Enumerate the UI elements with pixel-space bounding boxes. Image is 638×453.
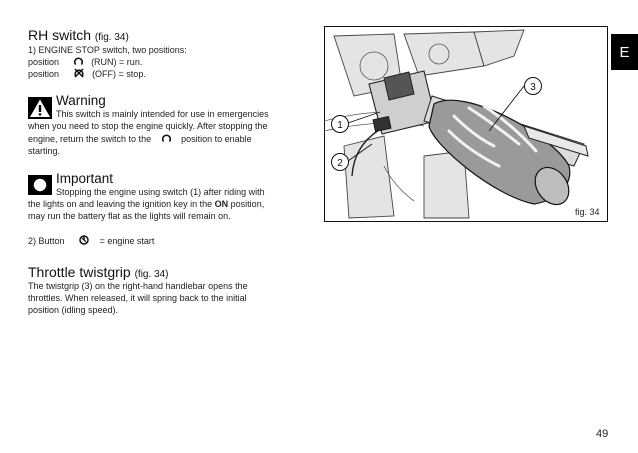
throttle-line-3: position (idling speed). [28, 305, 119, 315]
start-button-text: = engine start [99, 236, 155, 247]
warning-line-1: This switch is mainly intended for use in emergencies [56, 109, 269, 119]
throttle-fig-ref: (fig. 34) [134, 269, 169, 280]
important-icon [28, 175, 52, 200]
run-switch-icon [162, 133, 171, 147]
important-line-2-pre: the lights on and leaving the ignition key in the [28, 199, 213, 209]
engine-start-icon [79, 235, 89, 249]
important-title: Important [56, 171, 114, 186]
handlebar-illustration [324, 26, 608, 222]
warning-line-3a: engine, return the switch to the [28, 134, 152, 145]
callout-1-label: 1 [337, 120, 343, 131]
warning-line-4: starting. [28, 146, 61, 156]
off-switch-icon [74, 68, 84, 82]
figure-caption: fig. 34 [575, 207, 600, 217]
rh-switch-heading [28, 27, 129, 43]
page-number: 49 [596, 428, 609, 440]
throttle-heading [28, 264, 169, 280]
section-tab-label: E [619, 43, 630, 61]
important-line-2 [28, 198, 264, 211]
section-tab [611, 34, 638, 70]
position-run-label: position [28, 57, 60, 68]
throttle-line-1: The twistgrip (3) on the right-hand handlebar opens the [28, 281, 248, 291]
warning-line-3b: position to enable [181, 134, 252, 145]
important-line-2-post: position, [230, 199, 265, 209]
rh-switch-title: RH switch [28, 27, 92, 43]
position-off-text: (OFF) = stop. [92, 69, 146, 80]
warning-line-2: when you need to stop the engine quickly. After stopping the [28, 121, 268, 131]
rh-switch-intro: 1) ENGINE STOP switch, two positions: [28, 45, 187, 55]
position-off-label: position [28, 69, 60, 80]
important-line-3: may run the battery flat as the lights will remain on. [28, 211, 231, 221]
warning-line-3 [28, 133, 252, 147]
throttle-title: Throttle twistgrip [28, 264, 131, 280]
start-button-line [28, 235, 154, 249]
important-on-keyword: ON [214, 199, 229, 209]
position-off-line [28, 68, 146, 82]
important-line-1: Stopping the engine using switch (1) after riding with [56, 187, 265, 197]
callout-2-label: 2 [337, 158, 343, 169]
rh-switch-fig-ref: (fig. 34) [94, 32, 129, 43]
start-button-label: 2) Button [28, 236, 65, 247]
warning-title: Warning [56, 93, 106, 108]
handlebar-figure [324, 26, 608, 222]
position-run-text: (RUN) = run. [91, 57, 143, 68]
callout-3-label: 3 [530, 82, 536, 93]
throttle-line-2: throttles. When released, it will spring back to the initial [28, 293, 247, 303]
